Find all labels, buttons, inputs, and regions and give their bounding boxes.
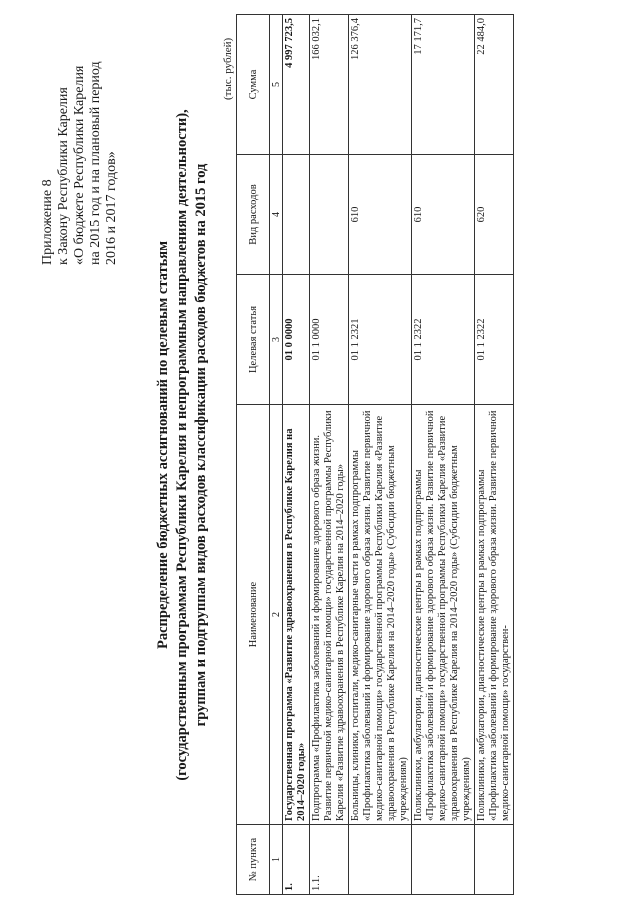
title-line: группам и подгруппам видов расходов классификации расходов бюджетов на 2015 год — [193, 163, 209, 727]
row-expense-type — [310, 155, 349, 275]
row-number — [475, 825, 514, 895]
row-target-article: 01 1 2322 — [475, 275, 514, 405]
table-row — [310, 15, 349, 895]
row-name: Поликлиники, амбулатории, диагностические центры в рамках подпрограммы «Профилактика заболеваний и формирование здорового образа жизни. Развитие первичной медико-санитарной помощи» государственной программы Республики Карелия «Развитие здравоохранения в Республике Карелия на 2014–2020 годы» (Субсидии бюджетным учреждениям) — [412, 405, 475, 825]
row-target-article: 01 1 0000 — [310, 275, 349, 405]
appendix-line: к Закону Республики Карелия — [56, 87, 71, 265]
row-amount: 22 484,0 — [475, 15, 514, 155]
row-target-article: 01 1 2321 — [349, 275, 412, 405]
row-name: Подпрограмма «Профилактика заболеваний и формирование здорового образа жизни. Развитие первичной медико-санитарной помощи» государственной программы Республики Карелия «Развитие здравоохранения в Республике Карелия на 2014–2020 годы» — [310, 405, 349, 825]
row-number — [349, 825, 412, 895]
row-expense-type: 610 — [349, 155, 412, 275]
title-line: Распределение бюджетных ассигнований по целевым статьям — [155, 240, 171, 650]
row-amount: 126 376,4 — [349, 15, 412, 155]
row-amount: 166 032,1 — [310, 15, 349, 155]
row-target-article: 01 1 2322 — [412, 275, 475, 405]
appendix-line: Приложение 8 — [40, 179, 55, 265]
column-number: 1 — [270, 825, 283, 895]
column-number-row — [270, 15, 283, 895]
table-row — [475, 15, 514, 895]
column-number: 2 — [270, 405, 283, 825]
row-amount: 4 997 723,5 — [283, 15, 310, 155]
row-name: Больницы, клиники, госпитали, медико-санитарные части в рамках подпрограммы «Профилактика заболеваний и формирование здорового образа жизни. Развитие первичной медико-санитарной помощи» государственной программы Республики Карелия «Развитие здравоохранения в Республике Карелия на 2014–2020 годы» (Субсидии бюджетным учреждениям) — [349, 405, 412, 825]
column-number: 4 — [270, 155, 283, 275]
row-number — [412, 825, 475, 895]
appendix-line: на 2015 год и на плановый период — [88, 61, 103, 265]
document-title — [154, 85, 211, 805]
table-row — [349, 15, 412, 895]
column-number: 3 — [270, 275, 283, 405]
row-name: Поликлиники, амбулатории, диагностические центры в рамках подпрограммы «Профилактика заболеваний и формирование здорового образа жизни. Развитие первичной медико-санитарной помощи» государствен- — [475, 405, 514, 825]
table-row — [283, 15, 310, 895]
budget-table — [236, 14, 514, 895]
appendix-header — [40, 15, 120, 265]
header-amount: Сумма — [237, 15, 270, 155]
appendix-line: 2016 и 2017 годов» — [104, 151, 119, 265]
units-label: (тыс. рублей) — [222, 37, 234, 100]
row-expense-type: 610 — [412, 155, 475, 275]
row-amount: 17 171,7 — [412, 15, 475, 155]
header-expense-type: Вид расходов — [237, 155, 270, 275]
table-header-row — [237, 15, 270, 895]
row-expense-type: 620 — [475, 155, 514, 275]
row-name: Государственная программа «Развитие здравоохранения в Республике Карелия на 2014–2020 годы» — [283, 405, 310, 825]
column-number: 5 — [270, 15, 283, 155]
header-target-article: Целевая статья — [237, 275, 270, 405]
row-number: 1. — [283, 825, 310, 895]
row-number: 1.1. — [310, 825, 349, 895]
row-target-article: 01 0 0000 — [283, 275, 310, 405]
appendix-line: «О бюджете Республики Карелия — [72, 65, 87, 265]
table-row — [412, 15, 475, 895]
title-line: (государственным программам Республики Карелия и непрограммным направлениям деятельности), — [174, 109, 190, 781]
header-item-number: № пункта — [237, 825, 270, 895]
header-name: Наименование — [237, 405, 270, 825]
row-expense-type — [283, 155, 310, 275]
